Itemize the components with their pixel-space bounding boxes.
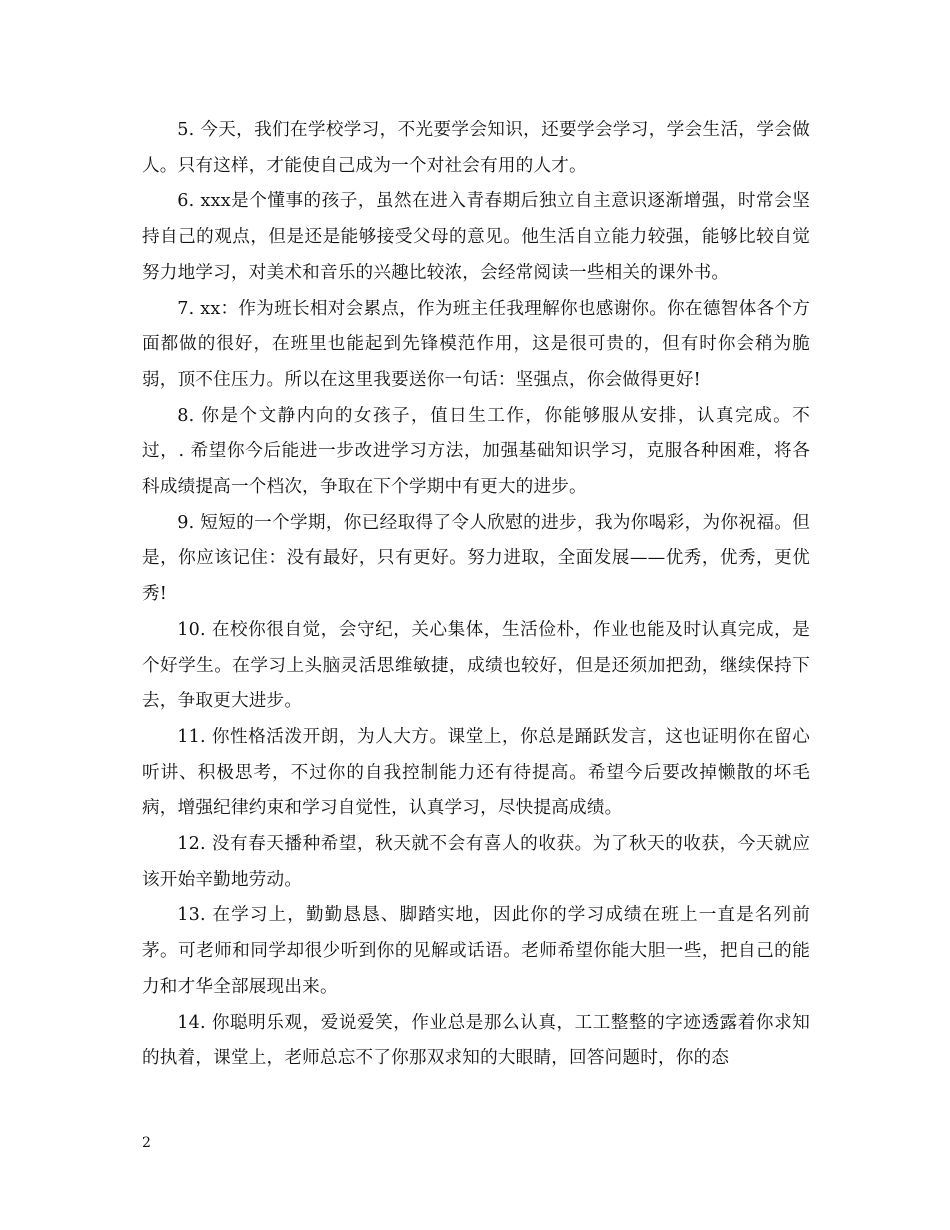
document-body bbox=[142, 113, 810, 1077]
paragraph-11: 11. 你性格活泼开朗，为人大方。课堂上，你总是踊跃发言，这也证明你在留心听讲、积极思考，不过你的自我控制能力还有待提高。希望今后要改掉懒散的坏毛病，增强纪律约束和学习自觉性，认真学习，尽快提高成绩。 bbox=[142, 726, 810, 819]
page-number: 2 bbox=[142, 1135, 151, 1151]
paragraph-5: 5. 今天，我们在学校学习，不光要学会知识，还要学会学习，学会生活，学会做人。只有这样，才能使自己成为一个对社会有用的人才。 bbox=[142, 120, 810, 176]
paragraph-14: 14. 你聪明乐观，爱说爱笑，作业总是那么认真，工工整整的字迹透露着你求知的执着，课堂上，老师总忘不了你那双求知的大眼睛，回答问题时，你的态 bbox=[142, 1012, 810, 1069]
paragraph-9: 9. 短短的一个学期，你已经取得了令人欣慰的进步，我为你喝彩，为你祝福。但是，你应该记住：没有最好，只有更好。努力进取，全面发展——优秀，优秀，更优秀! bbox=[142, 512, 810, 605]
paragraph-13: 13. 在学习上，勤勤恳恳、脚踏实地，因此你的学习成绩在班上一直是名列前茅。可老师和同学却很少听到你的见解或话语。老师希望你能大胆一些，把自己的能力和才华全部展现出来。 bbox=[142, 905, 810, 997]
paragraph-7: 7. xx：作为班长相对会累点，作为班主任我理解你也感谢你。你在德智体各个方面都做的很好，在班里也能起到先锋模范作用，这是很可贵的，但有时你会稍为脆弱，顶不住压力。所以在这里我要送你一句话：坚强点，你会做得更好! bbox=[142, 298, 810, 390]
paragraph-10: 10. 在校你很自觉，会守纪，关心集体，生活俭朴，作业也能及时认真完成，是个好学生。在学习上头脑灵活思维敏捷，成绩也较好，但是还须加把劲，继续保持下去，争取更大进步。 bbox=[142, 619, 810, 712]
paragraph-6: 6. xxx是个懂事的孩子，虽然在进入青春期后独立自主意识逐渐增强，时常会坚持自己的观点，但是还是能够接受父母的意见。他生活自立能力较强，能够比较自觉努力地学习，对美术和音乐的兴趣比较浓，会经常阅读一些相关的课外书。 bbox=[142, 191, 810, 283]
paragraph-12: 12. 没有春天播种希望，秋天就不会有喜人的收获。为了秋天的收获，今天就应该开始辛勤地劳动。 bbox=[142, 834, 810, 890]
paragraph-8: 8. 你是个文静内向的女孩子，值日生工作，你能够服从安排，认真完成。不过，. 希望你今后能进一步改进学习方法，加强基础知识学习，克服各种困难，将各科成绩提高一个档次，争取在下个学期中有更大的进步。 bbox=[142, 405, 810, 498]
